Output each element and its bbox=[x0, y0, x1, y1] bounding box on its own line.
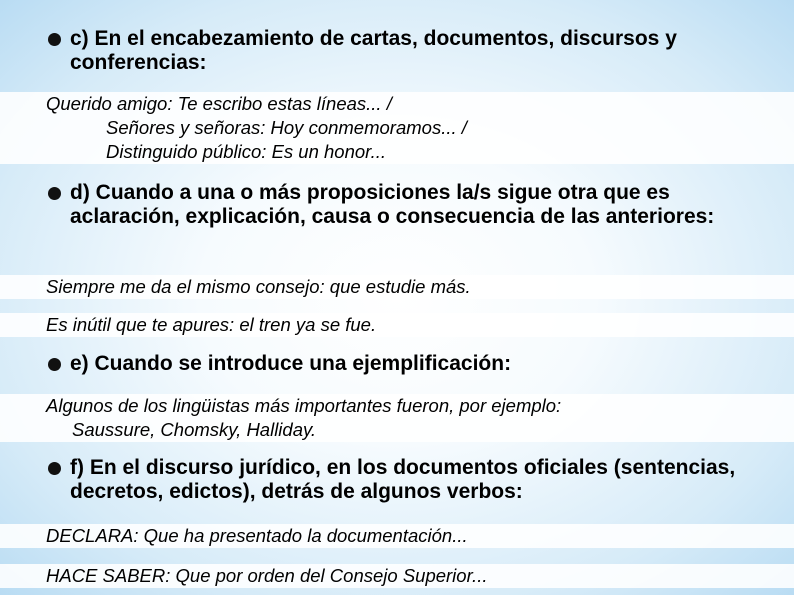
example-line: Es inútil que te apures: el tren ya se fue. bbox=[46, 314, 377, 335]
example-block-f1 bbox=[0, 524, 794, 548]
bullet-c bbox=[48, 27, 778, 75]
example-block-d2 bbox=[0, 313, 794, 337]
example-block-d1 bbox=[0, 275, 794, 299]
example-line: DECLARA: Que ha presentado la documentación... bbox=[46, 525, 468, 546]
bullet-e-text: e) Cuando se introduce una ejemplificación: bbox=[70, 352, 512, 375]
bullet-f bbox=[48, 456, 778, 504]
bullet-e bbox=[48, 352, 778, 376]
bullet-d bbox=[48, 181, 778, 229]
example-line: Saussure, Chomsky, Halliday. bbox=[72, 419, 317, 440]
example-line: Querido amigo: Te escribo estas líneas... / bbox=[46, 93, 392, 114]
example-line: Señores y señoras: Hoy conmemoramos... / bbox=[106, 117, 467, 138]
bullet-dot-icon bbox=[48, 358, 61, 371]
example-block-c bbox=[0, 92, 794, 164]
bullet-dot-icon bbox=[48, 187, 61, 200]
example-block-f2 bbox=[0, 564, 794, 588]
bullet-dot-icon bbox=[48, 33, 61, 46]
bullet-c-text: c) En el encabezamiento de cartas, documentos, discursos y conferencias: bbox=[70, 27, 677, 74]
bullet-dot-icon bbox=[48, 462, 61, 475]
example-line: Algunos de los lingüistas más importantes fueron, por ejemplo: bbox=[46, 395, 562, 416]
example-line: Distinguido público: Es un honor... bbox=[106, 141, 387, 162]
example-line: Siempre me da el mismo consejo: que estudie más. bbox=[46, 276, 471, 297]
bullet-f-text: f) En el discurso jurídico, en los documentos oficiales (sentencias, decretos, edictos), detrás de algunos verbos: bbox=[70, 456, 736, 503]
example-block-e bbox=[0, 394, 794, 442]
example-line: HACE SABER: Que por orden del Consejo Superior... bbox=[46, 565, 488, 586]
bullet-d-text: d) Cuando a una o más proposiciones la/s sigue otra que es aclaración, explicación, causa o consecuencia de las anteriores: bbox=[70, 181, 715, 228]
